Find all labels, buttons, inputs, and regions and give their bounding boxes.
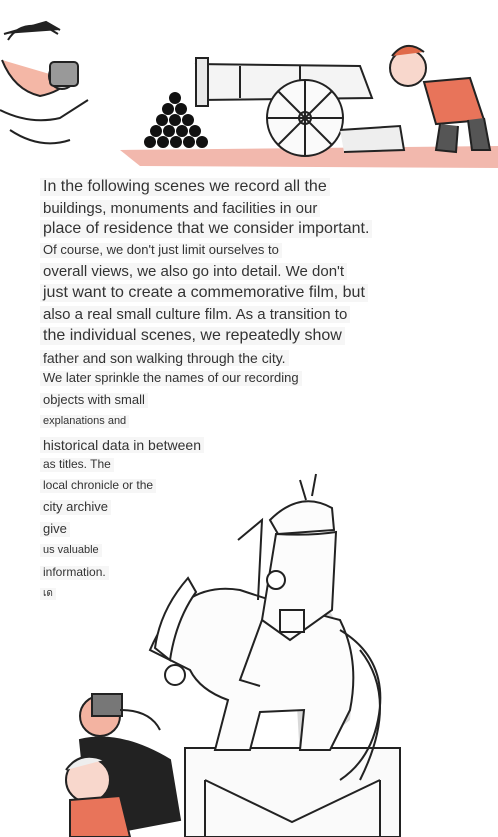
- text-line: information.: [40, 566, 109, 580]
- text-line: place of residence that we consider important.: [40, 220, 372, 238]
- text-line: buildings, monuments and facilities in our: [40, 200, 320, 217]
- text-line: also a real small culture film. As a transition to: [40, 306, 350, 323]
- text-line: us valuable: [40, 544, 102, 557]
- text-line: city archive: [40, 500, 111, 515]
- text-line: father and son walking through the city.: [40, 350, 289, 366]
- text-line: overall views, we also go into detail. We don't: [40, 263, 347, 280]
- text-line: local chronicle or the: [40, 479, 156, 493]
- text-line: In the following scenes we record all the: [40, 178, 330, 196]
- text-line: objects with small: [40, 393, 148, 408]
- text-line: เด: [40, 588, 56, 600]
- text-line: as titles. The: [40, 458, 114, 472]
- text-line: just want to create a commemorative film, but: [40, 284, 368, 302]
- text-line: We later sprinkle the names of our recording: [40, 371, 302, 386]
- text-line: give: [40, 522, 70, 537]
- text-line: explanations and: [40, 415, 129, 428]
- text-line: Of course, we don't just limit ourselves to: [40, 243, 282, 258]
- text-line: the individual scenes, we repeatedly show: [40, 327, 345, 345]
- text-line: historical data in between: [40, 437, 204, 453]
